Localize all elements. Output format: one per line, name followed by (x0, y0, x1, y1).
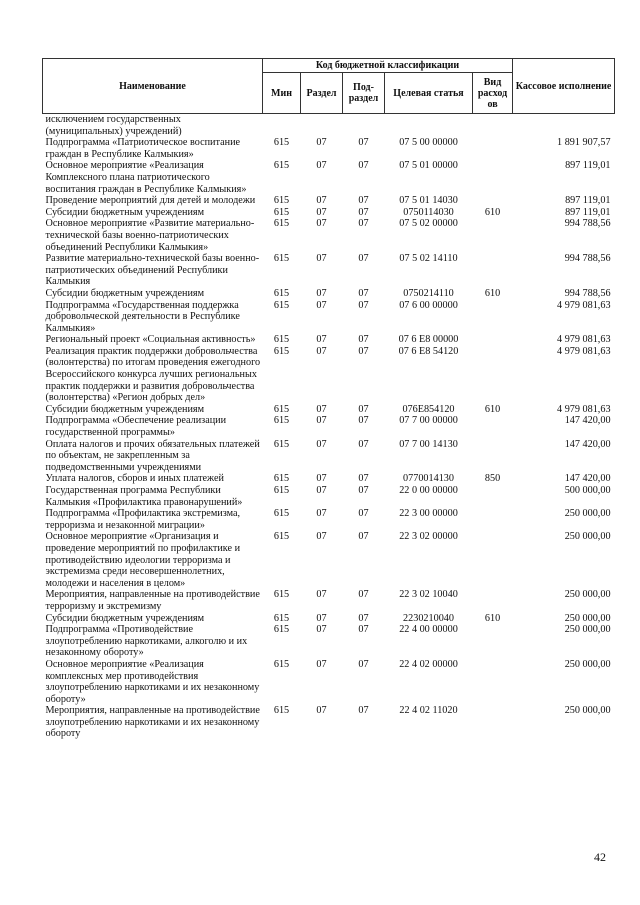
row-celevaya: 22 4 02 00000 (399, 658, 458, 670)
row-min: 615 (273, 345, 290, 357)
row-min (263, 114, 301, 138)
row-sum: 4 979 081,63 (557, 334, 611, 346)
table-row (43, 218, 615, 253)
row-name: Региональный проект «Социальная активность» (45, 334, 256, 346)
row-sum: 897 119,01 (565, 206, 611, 218)
row-podrazdel: 07 (358, 531, 369, 543)
row-min: 615 (273, 403, 290, 415)
row-razdel: 07 (316, 531, 327, 543)
row-sum: 147 420,00 (564, 473, 611, 485)
row-podrazdel: 07 (358, 206, 369, 218)
row-name: Субсидии бюджетным учреждениям (45, 403, 205, 415)
row-podrazdel: 07 (358, 195, 369, 207)
row-celevaya (385, 114, 473, 138)
row-name: Мероприятия, направленные на противодействие злоупотреблению наркотиками и их незаконному обороту (45, 705, 260, 740)
row-razdel: 07 (316, 624, 327, 636)
row-vid (473, 415, 513, 438)
table-row (43, 137, 615, 160)
row-sum: 250 000,00 (564, 589, 611, 601)
row-min: 615 (273, 508, 290, 520)
row-min: 615 (273, 624, 290, 636)
row-min: 615 (273, 415, 290, 427)
row-celevaya: 07 5 02 00000 (399, 218, 458, 230)
row-name: Подпрограмма «Государственная поддержка добровольческой деятельности в Республике Калмыкия» (45, 299, 240, 334)
row-razdel: 07 (316, 705, 327, 717)
row-podrazdel: 07 (358, 334, 369, 346)
row-sum: 994 788,56 (564, 218, 611, 230)
row-podrazdel: 07 (358, 624, 369, 636)
row-vid (473, 485, 513, 508)
row-podrazdel: 07 (358, 403, 369, 415)
row-name: Мероприятия, направленные на противодействие терроризму и экстремизму (45, 589, 260, 612)
row-sum: 994 788,56 (564, 253, 611, 265)
row-razdel: 07 (316, 160, 327, 172)
row-min: 615 (273, 334, 290, 346)
row-podrazdel: 07 (358, 438, 369, 450)
row-min: 615 (273, 658, 290, 670)
row-vid (473, 195, 513, 207)
row-razdel: 07 (316, 612, 327, 624)
row-razdel: 07 (316, 438, 327, 450)
row-razdel: 07 (316, 287, 327, 299)
table-row (43, 508, 615, 531)
row-sum: 250 000,00 (564, 658, 611, 670)
row-min: 615 (273, 299, 290, 311)
row-sum: 147 420,00 (564, 438, 611, 450)
row-vid (473, 508, 513, 531)
row-podrazdel: 07 (358, 137, 369, 149)
row-razdel: 07 (316, 485, 327, 496)
row-vid (473, 137, 513, 160)
header-min: Мин (263, 73, 301, 114)
row-name: исключением государственных (муниципальных) учреждений) (45, 114, 182, 137)
row-vid: 610 (484, 403, 501, 415)
row-podrazdel: 07 (358, 589, 369, 601)
row-name: Основное мероприятие «Реализация Комплексного плана патриотического воспитания граждан в Республике Калмыкия» (45, 160, 247, 195)
row-sum: 994 788,56 (564, 287, 611, 299)
row-vid (473, 253, 513, 288)
row-min: 615 (273, 218, 290, 230)
row-celevaya: 22 0 00 00000 (399, 485, 458, 496)
table-row (43, 346, 615, 404)
table-row (43, 705, 615, 740)
row-celevaya: 22 3 02 10040 (399, 589, 458, 601)
header-kassovoe: Кассовое исполнение (513, 59, 615, 114)
row-celevaya: 07 5 02 14110 (399, 253, 458, 265)
row-name: Подпрограмма «Обеспечение реализации государственной программы» (45, 415, 227, 439)
row-razdel (301, 114, 343, 138)
header-razdel: Раздел (301, 73, 343, 114)
row-razdel: 07 (316, 589, 327, 601)
row-sum: 250 000,00 (564, 705, 611, 717)
table-row (43, 624, 615, 659)
row-razdel: 07 (316, 473, 327, 485)
row-name: Основное мероприятие «Развитие материально-технической базы военно-патриотических объединений Республики Калмыкия» (45, 218, 255, 253)
row-name: Государственная программа Республики Калмыкия «Профилактика правонарушений» (45, 485, 243, 508)
row-celevaya: 07 5 00 00000 (399, 137, 458, 149)
row-celevaya: 07 7 00 00000 (399, 415, 458, 427)
table-row (43, 404, 615, 416)
table-row (43, 439, 615, 474)
row-celevaya: 07 7 00 14130 (399, 438, 458, 450)
table-row (43, 207, 615, 219)
row-vid: 610 (484, 287, 501, 299)
row-name: Основное мероприятие «Организация и проведение мероприятий по профилактике и противодействию идеологии терроризма и экстремизма среди несовершеннолетних, молодежи и населения в целом» (45, 531, 241, 589)
table-row (43, 613, 615, 625)
row-vid (473, 439, 513, 474)
row-name: Основное мероприятие «Реализация комплексных мер противодействия злоупотреблению наркотиками и их незаконному обороту» (45, 658, 260, 705)
row-razdel: 07 (316, 253, 327, 265)
table-row (43, 288, 615, 300)
row-vid (473, 218, 513, 253)
row-celevaya: 07 5 01 00000 (399, 160, 458, 172)
row-celevaya: 2230210040 (403, 612, 454, 624)
row-vid (473, 531, 513, 589)
row-min: 615 (273, 195, 290, 207)
row-vid (473, 624, 513, 659)
row-name: Уплата налогов, сборов и иных платежей (45, 473, 224, 485)
row-sum: 4 979 081,63 (557, 299, 611, 311)
row-min: 615 (273, 485, 290, 496)
row-sum: 250 000,00 (564, 508, 611, 520)
table-row (43, 531, 615, 589)
row-min: 615 (273, 473, 290, 485)
row-vid (473, 160, 513, 195)
row-celevaya: 07 6 00 00000 (399, 299, 458, 311)
row-podrazdel: 07 (358, 287, 369, 299)
page-number: 42 (594, 850, 606, 864)
row-razdel: 07 (316, 403, 327, 415)
table-row (43, 334, 615, 346)
row-razdel: 07 (316, 658, 327, 670)
row-podrazdel: 07 (358, 218, 369, 230)
row-min: 615 (273, 438, 290, 450)
row-min: 615 (273, 589, 290, 601)
row-celevaya: 07 5 01 14030 (399, 195, 458, 207)
row-podrazdel: 07 (358, 485, 369, 496)
header-vid: Вид расход ов (473, 73, 513, 114)
row-min: 615 (273, 160, 290, 172)
row-razdel: 07 (316, 195, 327, 207)
table-body (43, 114, 615, 741)
row-min: 615 (273, 253, 290, 265)
row-sum: 250 000,00 (564, 531, 611, 543)
table-header (43, 59, 615, 114)
row-sum: 897 119,01 (565, 160, 611, 172)
row-celevaya: 07 6 E8 54120 (398, 345, 459, 357)
row-celevaya: 0770014130 (403, 473, 454, 485)
table-row (43, 160, 615, 195)
table-row (43, 195, 615, 207)
row-min: 615 (273, 705, 290, 717)
header-name: Наименование (43, 59, 263, 114)
row-vid (473, 334, 513, 346)
row-razdel: 07 (316, 415, 327, 427)
row-podrazdel: 07 (358, 160, 369, 172)
table-row (43, 415, 615, 438)
row-name: Подпрограмма «Патриотическое воспитание граждан в Республике Калмыкия» (45, 137, 241, 160)
row-sum: 500 000,00 (564, 485, 611, 496)
row-vid (473, 114, 513, 138)
row-sum (513, 114, 615, 138)
row-name: Субсидии бюджетным учреждениям (45, 206, 205, 218)
row-name: Субсидии бюджетным учреждениям (45, 287, 205, 299)
row-razdel: 07 (316, 299, 327, 311)
table-row (43, 589, 615, 612)
row-podrazdel (343, 114, 385, 138)
row-name: Реализация практик поддержки добровольчества (волонтерства) по итогам проведения ежегодного Всероссийского конкурса лучших региональных практик поддержки и развития добровольчества (волонтерства) «Регион добрых дел» (45, 345, 261, 404)
row-vid: 610 (484, 206, 501, 218)
row-podrazdel: 07 (358, 473, 369, 485)
row-vid (473, 589, 513, 612)
row-sum: 4 979 081,63 (557, 403, 611, 415)
row-razdel: 07 (316, 218, 327, 230)
row-vid (473, 346, 513, 404)
row-min: 615 (273, 206, 290, 218)
row-min: 615 (273, 531, 290, 543)
row-sum: 897 119,01 (565, 195, 611, 207)
row-razdel: 07 (316, 206, 327, 218)
table-row (43, 473, 615, 485)
row-name: Подпрограмма «Профилактика экстремизма, терроризма и незаконной миграции» (45, 508, 241, 531)
row-min: 615 (273, 612, 290, 624)
row-razdel: 07 (316, 137, 327, 149)
row-razdel: 07 (316, 345, 327, 357)
row-name: Проведение мероприятий для детей и молодежи (45, 195, 256, 207)
row-celevaya: 0750114030 (403, 206, 454, 218)
table-row (43, 253, 615, 288)
row-min: 615 (273, 287, 290, 299)
row-vid (473, 659, 513, 705)
row-razdel: 07 (316, 334, 327, 346)
row-podrazdel: 07 (358, 658, 369, 670)
row-podrazdel: 07 (358, 705, 369, 717)
row-podrazdel: 07 (358, 345, 369, 357)
row-podrazdel: 07 (358, 612, 369, 624)
table-row (43, 485, 615, 508)
row-vid: 610 (484, 612, 501, 624)
row-sum: 1 891 907,57 (557, 137, 611, 149)
row-celevaya: 076E854120 (402, 403, 455, 415)
row-podrazdel: 07 (358, 299, 369, 311)
row-sum: 147 420,00 (564, 415, 611, 427)
row-name: Оплата налогов и прочих обязательных платежей по объектам, не закрепленным за подведомственными учреждениями (45, 438, 260, 473)
row-podrazdel: 07 (358, 415, 369, 427)
row-sum: 250 000,00 (564, 624, 611, 636)
row-name: Подпрограмма «Противодействие злоупотреблению наркотиками, алкоголю и их незаконному обороту» (45, 624, 248, 659)
row-celevaya: 22 4 00 00000 (399, 624, 458, 636)
row-name: Развитие материально-технической базы военно-патриотических объединений Республики Калмыкия (45, 253, 260, 288)
table-row (43, 114, 615, 138)
row-min: 615 (273, 137, 290, 149)
row-vid (473, 705, 513, 740)
row-name: Субсидии бюджетным учреждениям (45, 612, 205, 624)
header-podrazdel: Под-раздел (343, 73, 385, 114)
table-row (43, 659, 615, 705)
header-celevaya: Целевая статья (385, 73, 473, 114)
row-celevaya: 0750214110 (403, 287, 454, 299)
row-razdel: 07 (316, 508, 327, 520)
row-vid (473, 300, 513, 335)
row-celevaya: 22 3 00 00000 (399, 508, 458, 520)
header-group-classification: Код бюджетной классификации (263, 59, 513, 73)
row-celevaya: 22 4 02 11020 (399, 705, 458, 717)
row-podrazdel: 07 (358, 253, 369, 265)
row-celevaya: 22 3 02 00000 (399, 531, 458, 543)
row-sum: 250 000,00 (564, 612, 611, 624)
row-vid: 850 (484, 473, 501, 485)
row-celevaya: 07 6 E8 00000 (398, 334, 459, 346)
budget-table (42, 58, 615, 740)
table-row (43, 300, 615, 335)
row-podrazdel: 07 (358, 508, 369, 520)
row-sum: 4 979 081,63 (557, 345, 611, 357)
